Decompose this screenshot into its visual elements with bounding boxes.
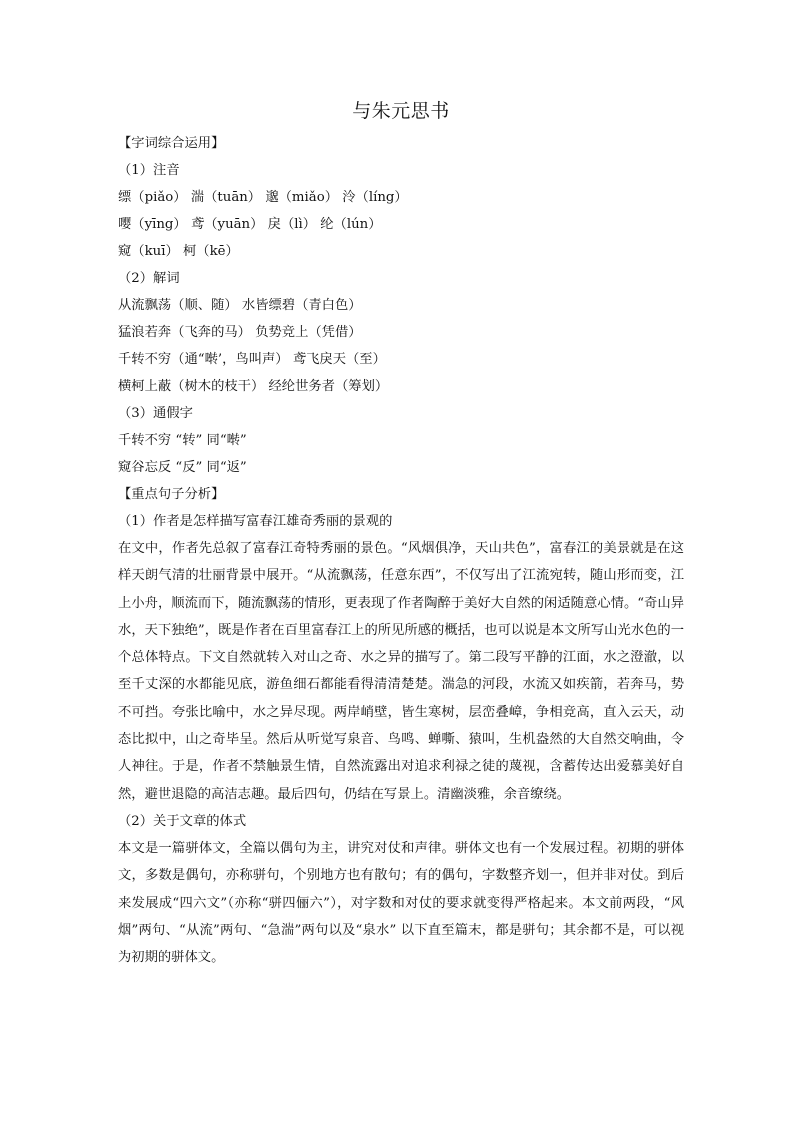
section-heading-vocabulary: 【字词综合运用】 [118, 136, 225, 151]
subheading-glossary: （2）解词 [118, 271, 180, 286]
glossary-line: 猛浪若奔（飞奔的马） 负势竞上（凭借） [118, 325, 362, 340]
loan-character-line: 窥谷忘反 “反” 同“返” [118, 460, 247, 475]
question-heading-2: （2）关于文章的体式 [118, 813, 247, 829]
section-heading-key-sentences: 【重点句子分析】 [118, 487, 225, 502]
loan-character-line: 千转不穷 “转” 同“啭” [118, 433, 247, 448]
subheading-pronunciation: （1）注音 [118, 163, 180, 178]
glossary-line: 横柯上蔽（树木的枝干） 经纶世务者（筹划） [118, 379, 389, 394]
pronunciation-line: 缥（piǎo） 湍（tuān） 邈（miǎo） 泠（líng） [118, 190, 408, 205]
analysis-paragraph-1: 在文中，作者先总叙了富春江奇特秀丽的景色。“风烟俱净，天山共色”，富春江的美景就是在这样天朗气清的壮丽背景中展开。“从流飘荡，任意东西”，不仅写出了江流宛转，随山形而变，江上小舟，顺流而下，随流飘荡的情形，更表现了作者陶醉于美好大自然的闲适随意心情。“奇山异水，天下独绝”，既是作者在百里富春江上的所见所感的概括，也可以说是本文所写山光水色的一个总体特点。下文自然就转入对山之奇、水之异的描写了。第二段写平静的江面，水之澄澈，以至千丈深的水都能见底，游鱼细石都能看得清清楚楚。湍急的河段，水流又如疾箭，若奔马，势不可挡。夸张比喻中，水之异尽现。两岸峭壁，皆生寒树，层峦叠嶂，争相竞高，直入云天，动态比拟中，山之奇毕呈。然后从听觉写泉音、鸟鸣、蝉嘶、猿叫，生机盎然的大自然交响曲，令人神往。于是，作者不禁触景生情，自然流露出对追求利禄之徒的蔑视，含蓄传达出爱慕美好自然，避世退隐的高洁志趣。最后四句，仍结在写景上。清幽淡雅，余音缭绕。 [118, 541, 684, 802]
question-heading-1: （1）作者是怎样描写富春江雄奇秀丽的景观的 [118, 514, 393, 529]
pronunciation-line: 窥（kuī） 柯（kē） [118, 244, 239, 259]
analysis-paragraph-2: 本文是一篇骈体文，全篇以偶句为主，讲究对仗和声律。骈体文也有一个发展过程。初期的骈体文，多数是偶句，亦称骈句，个别地方也有散句；有的偶句，字数整齐划一，但并非对仗。到后来发展成“四六文”（亦称“骈四俪六”），对字数和对仗的要求就变得严格起来。本文前两段，“风烟”两句、“从流”两句、“急湍”两句以及“泉水” 以下直至篇末，都是骈句；其余都不是，可以视为初期的骈体文。 [118, 840, 684, 966]
subheading-loan-characters: （3）通假字 [118, 406, 193, 421]
page-title: 与朱元思书 [352, 100, 450, 122]
document-page [118, 96, 684, 971]
pronunciation-line: 嘤（yīng） 鸢（yuān） 戾（lì） 纶（lún） [118, 217, 382, 232]
glossary-line: 千转不穷（通“啭’，鸟叫声） 鸢飞戾天（至） [118, 352, 386, 367]
glossary-line: 从流飘荡（顺、随） 水皆缥碧（青白色） [118, 298, 362, 313]
